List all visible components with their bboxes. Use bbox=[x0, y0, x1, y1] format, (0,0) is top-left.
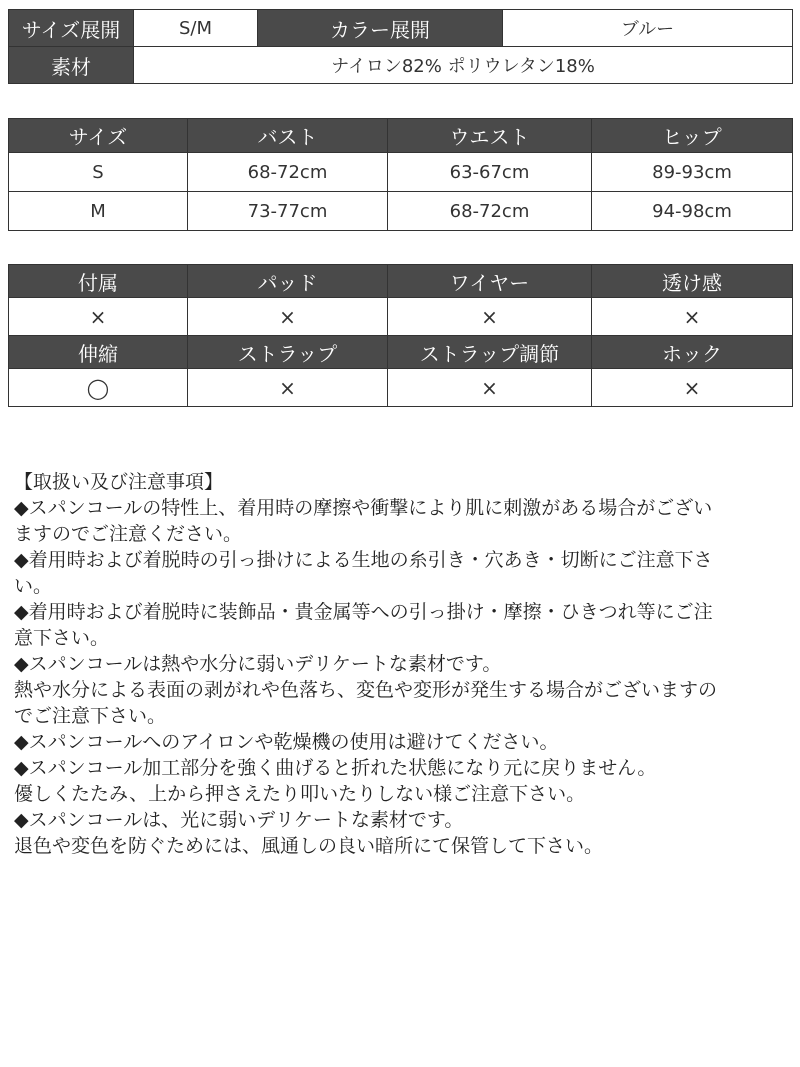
attribute-value-row bbox=[9, 369, 793, 407]
stretch-header: 伸縮 bbox=[9, 336, 188, 369]
notes-line: でご注意下さい。 bbox=[14, 705, 167, 727]
notes-line: ますのでご注意ください。 bbox=[14, 523, 243, 545]
size-header-waist: ウエスト bbox=[388, 119, 592, 153]
spec-row-size-color bbox=[9, 10, 793, 47]
size-header-bust: バスト bbox=[188, 119, 388, 153]
strap-adjust-value: × bbox=[388, 369, 592, 407]
hook-value: × bbox=[592, 369, 793, 407]
color-range-label: カラー展開 bbox=[258, 10, 503, 47]
hook-header: ホック bbox=[592, 336, 793, 369]
notes-line: ◆スパンコールの特性上、着用時の摩擦や衝撃により肌に刺激がある場合がござい bbox=[14, 497, 713, 519]
table-row bbox=[9, 153, 793, 192]
strap-value: × bbox=[188, 369, 388, 407]
accessory-value: × bbox=[9, 298, 188, 336]
size-table bbox=[8, 118, 793, 231]
size-range-label: サイズ展開 bbox=[9, 10, 134, 47]
waist-cell: 68-72cm bbox=[388, 192, 592, 231]
notes-line: ◆着用時および着脱時の引っ掛けによる生地の糸引き・穴あき・切断にご注意下さ bbox=[14, 549, 713, 571]
material-label: 素材 bbox=[9, 47, 134, 84]
size-header-hip: ヒップ bbox=[592, 119, 793, 153]
notes-line: ◆スパンコールは、光に弱いデリケートな素材です。 bbox=[14, 809, 464, 831]
size-cell: S bbox=[9, 153, 188, 192]
spec-table bbox=[8, 9, 793, 84]
attribute-value-row bbox=[9, 298, 793, 336]
size-range-value: S/M bbox=[134, 10, 258, 47]
notes-line: ◆スパンコールは熱や水分に弱いデリケートな素材です。 bbox=[14, 653, 502, 675]
pad-header: パッド bbox=[188, 265, 388, 298]
bust-cell: 68-72cm bbox=[188, 153, 388, 192]
bust-cell: 73-77cm bbox=[188, 192, 388, 231]
hip-cell: 89-93cm bbox=[592, 153, 793, 192]
table-row bbox=[9, 192, 793, 231]
material-value: ナイロン82% ポリウレタン18% bbox=[134, 47, 793, 84]
strap-adjust-header: ストラップ調節 bbox=[388, 336, 592, 369]
sheerness-value: × bbox=[592, 298, 793, 336]
notes-line: ◆スパンコール加工部分を強く曲げると折れた状態になり元に戻りません。 bbox=[14, 757, 657, 779]
strap-header: ストラップ bbox=[188, 336, 388, 369]
notes-line: 優しくたたみ、上から押さえたり叩いたりしない様ご注意下さい。 bbox=[14, 783, 586, 805]
size-table-header bbox=[9, 119, 793, 153]
accessory-header: 付属 bbox=[9, 265, 188, 298]
attribute-table bbox=[8, 264, 793, 407]
notes-line: い。 bbox=[14, 575, 53, 597]
stretch-value: ◯ bbox=[9, 369, 188, 407]
attribute-header-row bbox=[9, 336, 793, 369]
care-notes bbox=[14, 469, 794, 859]
notes-heading: 【取扱い及び注意事項】 bbox=[14, 471, 224, 493]
spec-row-material bbox=[9, 47, 793, 84]
wire-value: × bbox=[388, 298, 592, 336]
size-cell: M bbox=[9, 192, 188, 231]
color-range-value: ブルー bbox=[503, 10, 793, 47]
sheerness-header: 透け感 bbox=[592, 265, 793, 298]
size-header-size: サイズ bbox=[9, 119, 188, 153]
notes-line: 熱や水分による表面の剥がれや色落ち、変色や変形が発生する場合がございますの bbox=[14, 679, 718, 701]
hip-cell: 94-98cm bbox=[592, 192, 793, 231]
notes-line: 退色や変色を防ぐためには、風通しの良い暗所にて保管して下さい。 bbox=[14, 835, 604, 857]
pad-value: × bbox=[188, 298, 388, 336]
attribute-header-row bbox=[9, 265, 793, 298]
waist-cell: 63-67cm bbox=[388, 153, 592, 192]
notes-line: ◆着用時および着脱時に装飾品・貴金属等への引っ掛け・摩擦・ひきつれ等にご注 bbox=[14, 601, 713, 623]
wire-header: ワイヤー bbox=[388, 265, 592, 298]
notes-line: ◆スパンコールへのアイロンや乾燥機の使用は避けてください。 bbox=[14, 731, 559, 753]
notes-line: 意下さい。 bbox=[14, 627, 110, 649]
